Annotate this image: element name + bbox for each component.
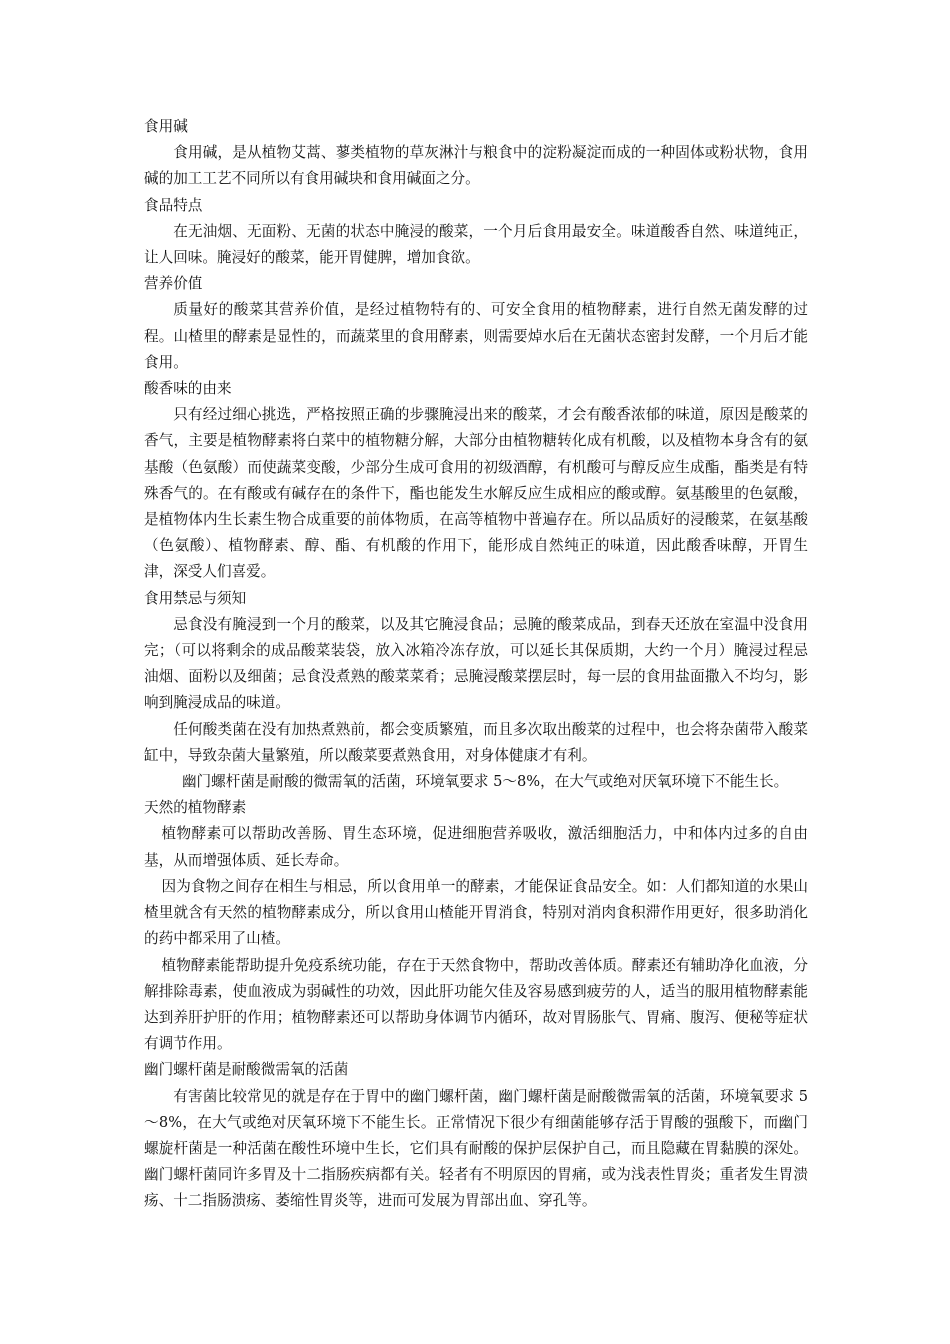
paragraph-edible-alkali: 食用碱，是从植物艾蒿、蓼类植物的草灰淋汁与粮食中的淀粉凝淀而成的一种固体或粉状物，食用碱的加工工艺不同所以有食用碱块和食用碱面之分。 xyxy=(144,144,808,188)
section-heading-sour-aroma-origin: 酸香味的由来 xyxy=(144,380,232,398)
section-heading-nutrition-value: 营养价值 xyxy=(144,275,203,293)
section-heading-taboos: 食用禁忌与须知 xyxy=(144,589,247,607)
paragraph-plant-enzymes-2: 因为食物之间存在相生与相忌，所以食用单一的酵素，才能保证食品安全。如：人们都知道的水果山楂里就含有天然的植物酵素成分，所以食用山楂能开胃消食，特别对消肉食积滞作用更好，很多助消化的药中都采用了山楂。 xyxy=(144,877,808,948)
section-heading-helicobacter: 幽门螺杆菌是耐酸微需氧的活菌 xyxy=(144,1061,349,1079)
section-heading-edible-alkali: 食用碱 xyxy=(144,118,188,135)
paragraph-helicobacter: 有害菌比较常见的就是存在于胃中的幽门螺杆菌，幽门螺杆菌是耐酸微需氧的活菌，环境氧要求 5～8%，在大气或绝对厌氧环境下不能生长。正常情况下很少有细菌能够存活于胃酸的强酸下，而幽门螺旋杆菌是一种活菌在酸性环境中生长，它们具有耐酸的保护层保护自己，而且隐藏在胃黏膜的深处。幽门螺杆菌同许多胃及十二指肠疾病都有关。轻者有不明原因的胃痛，或为浅表性胃炎；重者发生胃溃疡、十二指肠溃疡、萎缩性胃炎等，进而可发展为胃部出血、穿孔等。 xyxy=(144,1087,808,1210)
paragraph-sour-aroma-origin: 只有经过细心挑选，严格按照正确的步骤腌浸出来的酸菜，才会有酸香浓郁的味道，原因是酸菜的香气，主要是植物酵素将白菜中的植物糖分解，大部分由植物糖转化成有机酸，以及植物本身含有的氨基酸（色氨酸）而使蔬菜变酸，少部分生成可食用的初级酒醇，有机酸可与醇反应生成酯，酯类是有特殊香气的。在有酸或有碱存在的条件下，酯也能发生水解反应生成相应的酸或醇。氨基酸里的色氨酸，是植物体内生长素生物合成重要的前体物质，在高等植物中普遍存在。所以品质好的浸酸菜，在氨基酸（色氨酸）、植物酵素、醇、酯、有机酸的作用下，能形成自然纯正的味道，因此酸香味醇，开胃生津，深受人们喜爱。 xyxy=(144,406,808,581)
document-page xyxy=(144,114,808,1215)
paragraph-nutrition-value: 质量好的酸菜其营养价值，是经过植物特有的、可安全食用的植物酵素，进行自然无菌发酵的过程。山楂里的酵素是显性的，而蔬菜里的食用酵素，则需要焯水后在无菌状态密封发酵，一个月后才能食用。 xyxy=(144,301,808,371)
paragraph-food-features: 在无油烟、无面粉、无菌的状态中腌浸的酸菜，一个月后食用最安全。味道酸香自然、味道纯正，让人回味。腌浸好的酸菜，能开胃健脾，增加食欲。 xyxy=(144,222,808,267)
section-heading-plant-enzymes: 天然的植物酵素 xyxy=(144,799,247,817)
paragraph-plant-enzymes-3: 植物酵素能帮助提升免疫系统功能，存在于天然食物中，帮助改善体质。酵素还有辅助净化血液，分解排除毒素，使血液成为弱碱性的功效，因此肝功能欠佳及容易感到疲劳的人，适当的服用植物酵素能达到养肝护肝的作用；植物酵素还可以帮助身体调节内循环，故对胃肠胀气、胃痛、腹泻、便秘等症状有调节作用。 xyxy=(144,956,808,1053)
paragraph-taboos-3: 幽门螺杆菌是耐酸的微需氧的活菌，环境氧要求 5～8%，在大气或绝对厌氧环境下不能生长。 xyxy=(181,773,789,791)
paragraph-taboos-1: 忌食没有腌浸到一个月的酸菜，以及其它腌浸食品；忌腌的酸菜成品，到春天还放在室温中没食用完；（可以将剩余的成品酸菜装袋，放入冰箱冷冻存放，可以延长其保质期，大约一个月）腌浸过程忌油烟、面粉以及细菌；忌食没煮熟的酸菜菜肴；忌腌浸酸菜摆层时，每一层的食用盐面撒入不均匀，影响到腌浸成品的味道。 xyxy=(144,615,808,712)
section-heading-food-features: 食品特点 xyxy=(144,196,203,214)
paragraph-taboos-2: 任何酸类菌在没有加热煮熟前，都会变质繁殖，而且多次取出酸菜的过程中，也会将杂菌带入酸菜缸中，导致杂菌大量繁殖，所以酸菜要煮熟食用，对身体健康才有利。 xyxy=(144,720,808,764)
paragraph-plant-enzymes-1: 植物酵素可以帮助改善肠、胃生态环境，促进细胞营养吸收，激活细胞活力，中和体内过多的自由基，从而增强体质、延长寿命。 xyxy=(144,825,808,869)
